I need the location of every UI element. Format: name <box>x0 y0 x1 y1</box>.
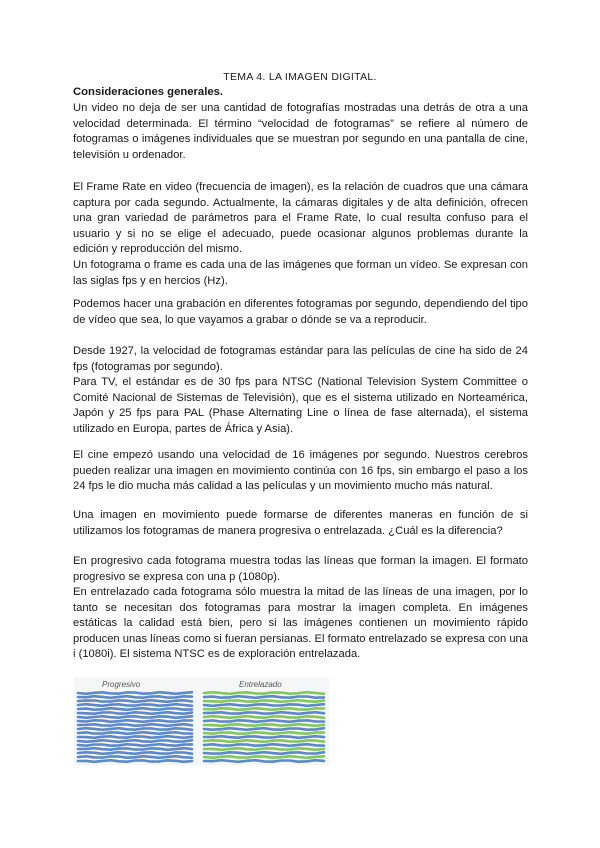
progressive-scan-line <box>78 744 192 746</box>
interlaced-field-b-line <box>204 720 324 722</box>
progressive-scan-line <box>78 712 192 714</box>
paragraph: Un fotograma o frame es cada una de las imágenes que forman un vídeo. Se expresan con las siglas fps y en hercios (Hz). <box>73 259 528 287</box>
progressive-scan-line <box>78 756 192 758</box>
interlaced-field-b-line <box>204 736 324 738</box>
page-title: TEMA 4. LA IMAGEN DIGITAL. <box>223 71 377 83</box>
scan-lines-figure <box>74 677 329 765</box>
paragraph: El Frame Rate en video (frecuencia de imagen), es la relación de cuadros que una cámara captura por cada segundo. Actualmente, la cámaras digitales y de alta definición, ofrecen una gran variedad de parámetros para el Frame Rate, lo cual resulta confuso para el usuario y si no se elige el adecuado, puede ocasionar algunos problemas durante la edición y reproducción del mismo. <box>73 181 528 256</box>
paragraph: Desde 1927, la velocidad de fotogramas estándar para las películas de cine ha sido de 24 fps (fotogramas por segundo). <box>73 345 528 373</box>
paragraph: Para TV, el estándar es de 30 fps para NTSC (National Television System Committee o Comité Nacional de Sistemas de Televisión), que es el sistema utilizado en Norteamérica, Japón y 25 fps para PAL (Phase Alternating Line o línea de fase alternada), el sistema utilizado en Europa, partes de África y Asia). <box>73 376 528 435</box>
paragraph: Un video no deja de ser una cantidad de fotografías mostradas una detrás de otra a una velocidad determinada. El término “velocidad de fotogramas” se refiere al número de fotogramas o imágenes individuales que se muestran por segundo en una pantalla de cine, televisión u ordenador. <box>73 102 528 161</box>
interlaced-field-a-line <box>204 708 324 710</box>
progressive-scan-line <box>78 728 192 730</box>
progressive-scan-line <box>78 692 192 694</box>
section-heading: Consideraciones generales. <box>73 86 224 98</box>
progressive-scan-line <box>78 760 192 762</box>
interlaced-field-b-line <box>204 744 324 746</box>
interlaced-field-b-line <box>204 696 324 698</box>
interlaced-field-a-line <box>204 692 324 694</box>
label-progressive: Progresivo <box>102 680 141 689</box>
progressive-interlaced-illustration <box>74 677 329 765</box>
interlaced-field-a-line <box>204 732 324 734</box>
progressive-scan-line <box>78 708 192 710</box>
interlaced-field-a-line <box>204 748 324 750</box>
label-interlaced: Entrelazado <box>239 680 282 689</box>
paragraph: El cine empezó usando una velocidad de 16 imágenes por segundo. Nuestros cerebros pueden realizar una imagen en movimiento continúa con 16 fps, sin embargo el paso a los 24 fps le dio mucha más calidad a las películas y un movimiento mucho más natural. <box>73 449 528 493</box>
paragraph: En progresivo cada fotograma muestra todas las líneas que forman la imagen. El formato progresivo se expresa con una p (1080p). <box>73 555 528 583</box>
paragraph: Una imagen en movimiento puede formarse de diferentes maneras en función de si utilizamos los fotogramas de manera progresiva o entrelazada. ¿Cuál es la diferencia? <box>73 509 528 537</box>
progressive-scan-line <box>78 736 192 738</box>
paragraph: En entrelazado cada fotograma sólo muestra la mitad de las líneas de una imagen, por lo tanto se necesitan dos fotogramas para mostrar la imagen completa. En imágenes estáticas la calidad está bien, pero si las imágenes contienen un movimiento rápido producen unas líneas como si fueran persianas. El formato entrelazado se expresa con una i (1080i). El sistema NTSC es de exploración entrelazada. <box>73 586 528 661</box>
interlaced-field-a-line <box>204 756 324 758</box>
interlaced-field-b-line <box>204 760 324 762</box>
progressive-scan-line <box>78 716 192 718</box>
progressive-scan-line <box>78 748 192 750</box>
progressive-scan-line <box>78 704 192 706</box>
interlaced-field-b-line <box>204 712 324 714</box>
paragraph: Podemos hacer una grabación en diferentes fotogramas por segundo, dependiendo del tipo de vídeo que sea, lo que vayamos a grabar o dónde se va a reproducir. <box>73 298 528 326</box>
interlaced-field-a-line <box>204 724 324 726</box>
progressive-scan-line <box>78 724 192 726</box>
progressive-scan-line <box>78 696 192 698</box>
progressive-scan-line <box>78 732 192 734</box>
interlaced-field-a-line <box>204 700 324 702</box>
progressive-scan-line <box>78 720 192 722</box>
interlaced-field-b-line <box>204 704 324 706</box>
interlaced-field-a-line <box>204 716 324 718</box>
